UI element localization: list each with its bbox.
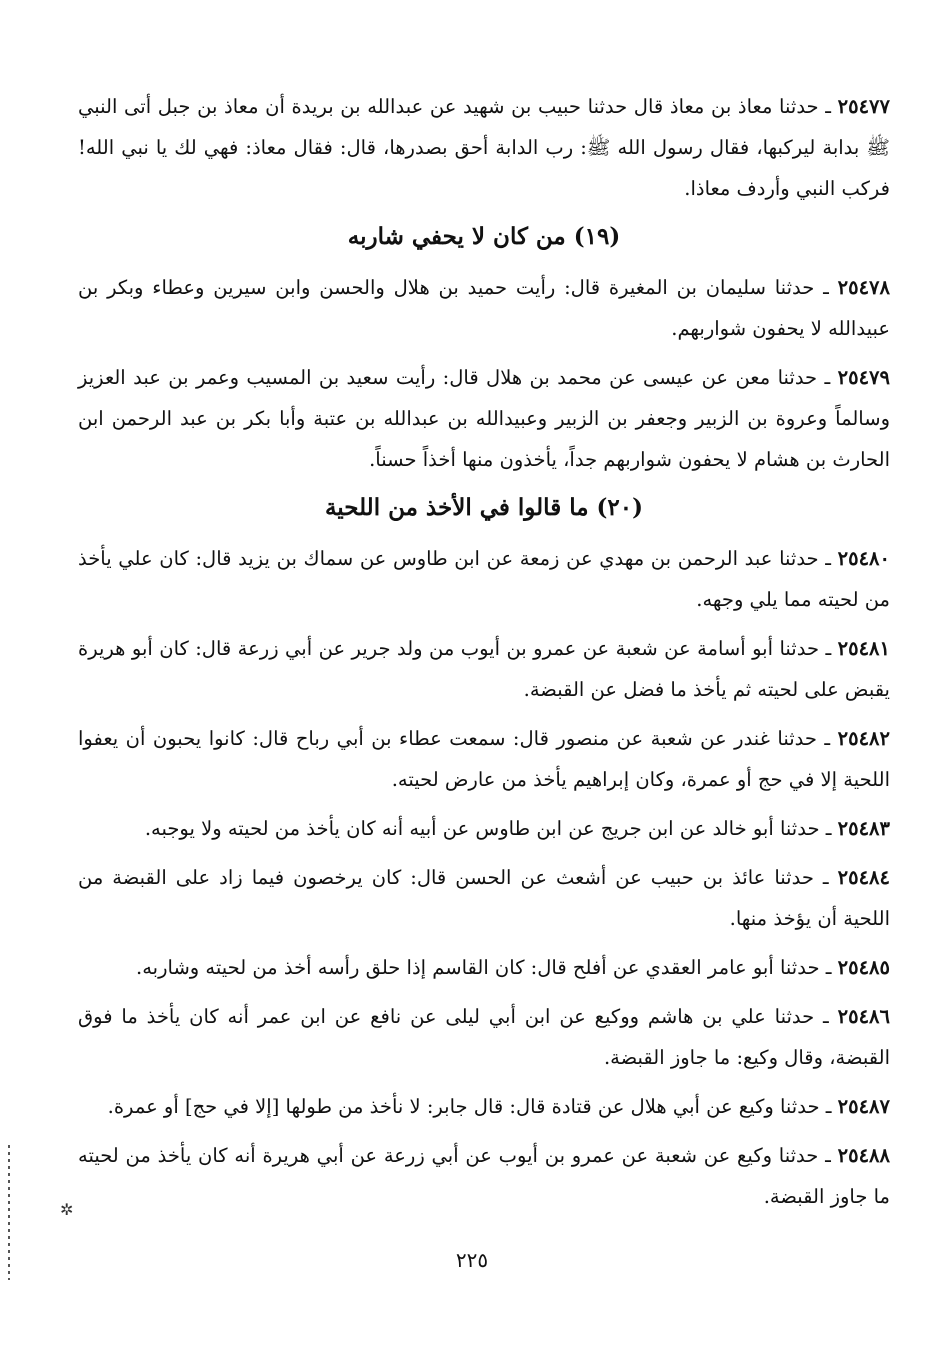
hadith-25483 bbox=[78, 808, 890, 849]
hadith-text: ـ حدثنا أبو أسامة عن شعبة عن عمرو بن أيوب من ولد جرير عن أبي زرعة قال: كان أبو هريرة يقبض على لحيته ثم يأخذ ما فضل عن القبضة. bbox=[78, 637, 890, 701]
scan-margin-mark bbox=[8, 1145, 10, 1280]
hadith-number: ٢٥٤٨٦ bbox=[837, 1005, 890, 1028]
hadith-text: ـ حدثنا وكيع عن أبي هلال عن قتادة قال: قال جابر: لا نأخذ من طولها [إلا في حج] أو عمرة. bbox=[107, 1095, 838, 1118]
hadith-number: ٢٥٤٧٧ bbox=[837, 95, 890, 118]
hadith-25485 bbox=[78, 947, 890, 988]
hadith-text: ـ حدثنا عبد الرحمن بن مهدي عن زمعة عن ابن طاوس عن سماك بن يزيد قال: كان علي يأخذ من لحيته مما يلي وجهه. bbox=[78, 547, 890, 611]
hadith-number: ٢٥٤٧٩ bbox=[837, 366, 890, 389]
hadith-25484 bbox=[78, 857, 890, 939]
hadith-text: ـ حدثنا أبو خالد عن ابن جريج عن ابن طاوس عن أبيه أنه كان يأخذ من لحيته ولا يوجبه. bbox=[144, 817, 838, 840]
hadith-25481 bbox=[78, 628, 890, 710]
hadith-text: ـ حدثنا أبو عامر العقدي عن أفلح قال: كان القاسم إذا حلق رأسه أخذ من لحيته وشاربه. bbox=[136, 956, 838, 979]
hadith-25488 bbox=[78, 1135, 890, 1217]
hadith-text: ـ حدثنا علي بن هاشم ووكيع عن ابن أبي ليلى عن نافع عن ابن عمر أنه كان يأخذ ما فوق القبضة، وقال وكيع: ما جاوز القبضة. bbox=[78, 1005, 890, 1069]
page-number: ٢٢٥ bbox=[455, 1248, 489, 1272]
hadith-25478 bbox=[78, 267, 890, 349]
hadith-text: ـ حدثنا سليمان بن المغيرة قال: رأيت حميد بن هلال والحسن وابن سيرين وعطاء وبكر بن عبيدالله لا يحفون شواربهم. bbox=[78, 276, 890, 340]
ink-spot-icon: ✲ bbox=[60, 1200, 74, 1219]
hadith-number: ٢٥٤٨٢ bbox=[837, 727, 890, 750]
hadith-text: ـ حدثنا غندر عن شعبة عن منصور قال: سمعت عطاء بن أبي رباح قال: كانوا يحبون أن يعفوا اللحية إلا في حج أو عمرة، وكان إبراهيم يأخذ من عارض لحيته. bbox=[78, 727, 890, 791]
hadith-25480 bbox=[78, 538, 890, 620]
section-heading-19: (١٩) من كان لا يحفي شاربه bbox=[347, 223, 621, 250]
hadith-25486 bbox=[78, 996, 890, 1078]
hadith-number: ٢٥٤٨٥ bbox=[837, 956, 890, 979]
hadith-text: ـ حدثنا وكيع عن شعبة عن عمرو بن أيوب عن أبي زرعة عن أبي هريرة أنه كان يأخذ من لحيته ما جاوز القبضة. bbox=[78, 1144, 890, 1208]
page-body bbox=[78, 86, 890, 1316]
hadith-number: ٢٥٤٧٨ bbox=[837, 276, 890, 299]
hadith-number: ٢٥٤٨٠ bbox=[837, 547, 890, 570]
section-heading-20: (٢٠) ما قالوا في الأخذ من اللحية bbox=[324, 494, 644, 521]
hadith-text: ـ حدثنا معاذ بن معاذ قال حدثنا حبيب بن شهيد عن عبدالله بن بريدة أن معاذ بن جبل أتى النبي ﷺ بدابة ليركبها، فقال رسول الله ﷺ: رب الدابة أحق بصدرها، قال: فقال معاذ: فهي لك يا نبي الله! فركب النبي وأردف معاذا. bbox=[78, 95, 890, 200]
hadith-25482 bbox=[78, 718, 890, 800]
hadith-number: ٢٥٤٨٤ bbox=[837, 866, 890, 889]
hadith-text: ـ حدثنا عائذ بن حبيب عن أشعث عن الحسن قال: كان يرخصون فيما زاد على القبضة من اللحية أن يؤخذ منها. bbox=[78, 866, 890, 930]
hadith-number: ٢٥٤٨٣ bbox=[837, 817, 890, 840]
hadith-25487 bbox=[78, 1086, 890, 1127]
hadith-number: ٢٥٤٨٨ bbox=[837, 1144, 890, 1167]
hadith-number: ٢٥٤٨٧ bbox=[837, 1095, 890, 1118]
hadith-text: ـ حدثنا معن عن عيسى عن محمد بن هلال قال: رأيت سعيد بن المسيب وعمر بن عبد العزيز وسالماً وعروة بن الزبير وجعفر بن الزبير وعبيدالله بن عبدالله بن عتبة وأبا بكر بن عبد الرحمن ابن الحارث بن هشام لا يحفون شواربهم جداً، يأخذون منها أخذاً حسناً. bbox=[78, 366, 890, 471]
hadith-number: ٢٥٤٨١ bbox=[837, 637, 890, 660]
hadith-25477 bbox=[78, 86, 890, 209]
hadith-25479 bbox=[78, 357, 890, 480]
